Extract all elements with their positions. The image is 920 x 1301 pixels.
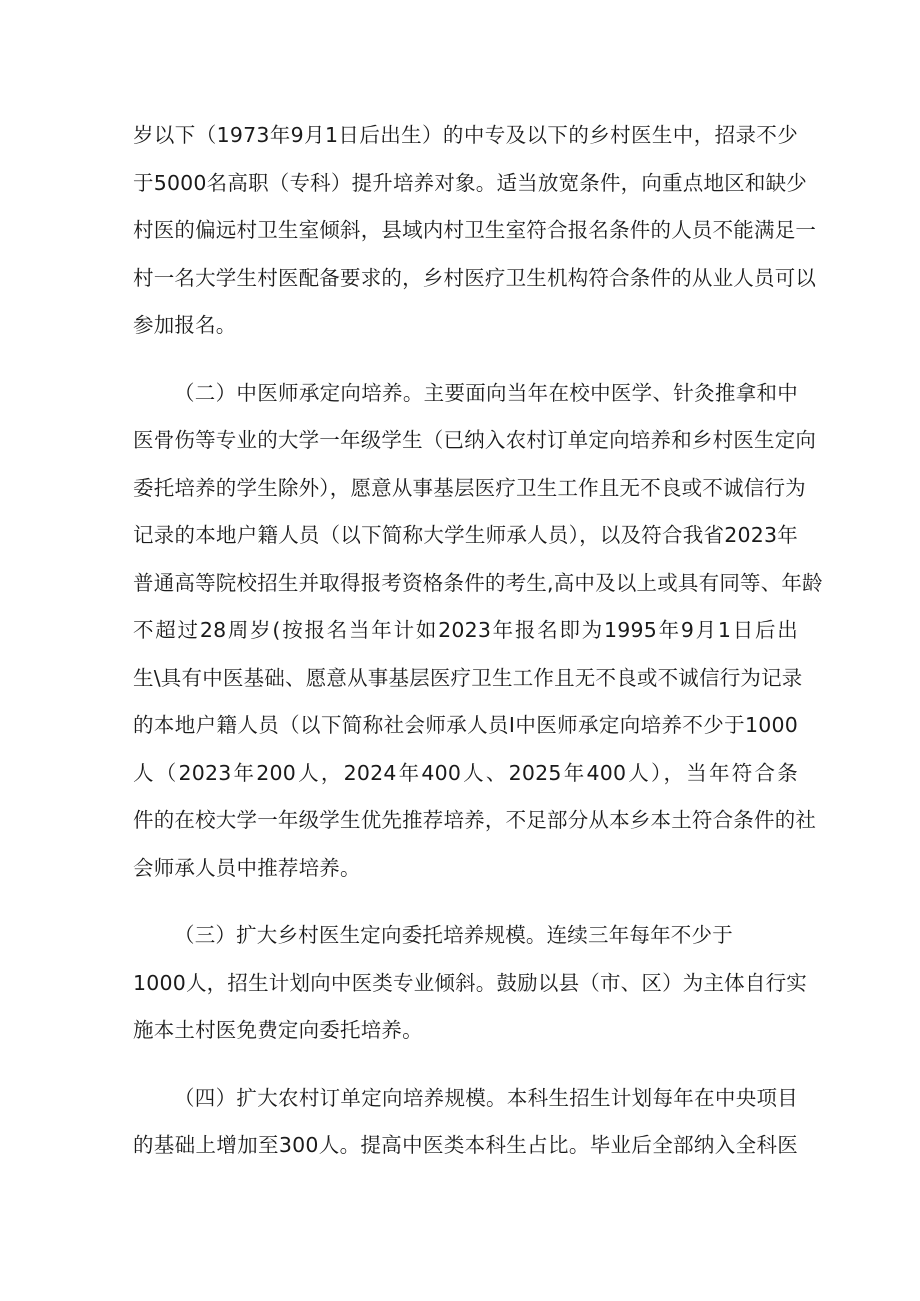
text-line: 记录的本地户籍人员（以下简称大学生师承人员），以及符合我省2023年 xyxy=(133,523,798,547)
text-line: （三）扩大乡村医生定向委托培养规模。连续三年每年不少于 xyxy=(174,923,733,947)
text-line: 1000人，招生计划向中医类专业倾斜。鼓励以县（市、区）为主体自行实 xyxy=(133,970,807,995)
text-line: （二）中医师承定向培养。主要面向当年在校中医学、针灸推拿和中 xyxy=(174,380,798,405)
document-body xyxy=(133,112,823,1170)
paragraph-tcm-apprentice-training xyxy=(133,370,823,893)
paragraph-spacer xyxy=(133,1055,798,1075)
text-line: 村医的偏远村卫生室倾斜，县域内村卫生室符合报名条件的人员不能满足一 xyxy=(133,218,817,242)
text-line: 医骨伤等专业的大学一年级学生（已纳入农村订单定向培养和乡村医生定向 xyxy=(133,428,817,452)
text-line: 岁以下（1973年9月1日后出生）的中专及以下的乡村医生中，招录不少 xyxy=(133,123,798,147)
text-line: 委托培养的学生除外），愿意从事基层医疗卫生工作且无不良或不诚信行为 xyxy=(133,475,806,500)
text-line: 村一名大学生村医配备要求的，乡村医疗卫生机构符合条件的从业人员可以 xyxy=(133,265,817,290)
paragraph-rural-doctor-upgrade xyxy=(133,112,817,350)
text-line: 施本土村医免费定向委托培养。 xyxy=(133,1018,423,1042)
text-line: （四）扩大农村订单定向培养规模。本科生招生计划每年在中央项目 xyxy=(174,1085,798,1110)
text-line: 生\具有中医基础、愿意从事基层医疗卫生工作且无不良或不诚信行为记录 xyxy=(133,665,803,690)
text-line: 不超过28周岁(按报名当年计如2023年报名即为1995年9月1日后出 xyxy=(133,618,798,642)
text-line: 参加报名。 xyxy=(133,313,237,337)
paragraph-spacer xyxy=(133,350,798,370)
paragraph-rural-order-training-scale xyxy=(133,1075,798,1170)
text-line: 于5000名高职（专科）提升培养对象。适当放宽条件，向重点地区和缺少 xyxy=(133,170,807,195)
paragraph-spacer xyxy=(133,892,798,912)
text-line: 人（2023年200人，2024年400人、2025年400人），当年符合条 xyxy=(133,760,798,785)
text-line: 会师承人员中推荐培养。 xyxy=(133,855,361,880)
text-line: 的基础上增加至300人。提高中医类本科生占比。毕业后全部纳入全科医 xyxy=(133,1133,798,1157)
paragraph-commissioned-training-scale xyxy=(133,912,807,1055)
text-line: 的本地户籍人员（以下简称社会师承人员I中医师承定向培养不少于1000 xyxy=(133,713,798,737)
text-line: 件的在校大学一年级学生优先推荐培养，不足部分从本乡本土符合条件的社 xyxy=(133,808,817,832)
text-line: 普通高等院校招生并取得报考资格条件的考生,高中及以上或具有同等、年龄 xyxy=(133,570,823,595)
